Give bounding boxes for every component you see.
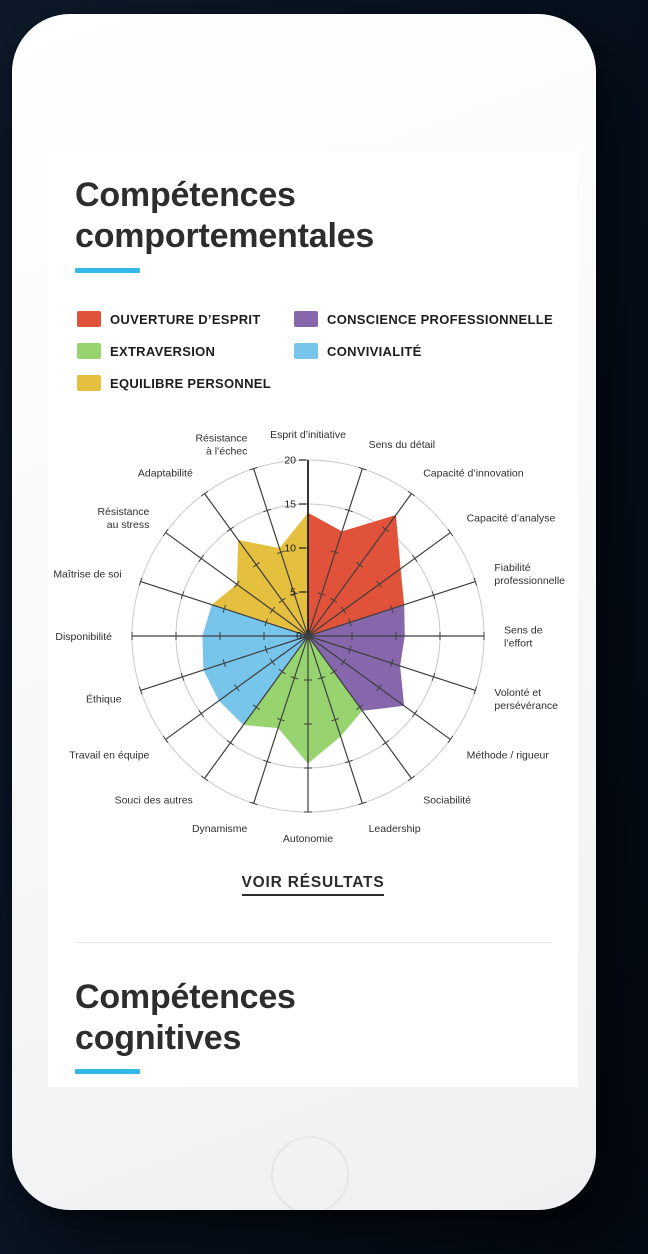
radar-axis-label: à l’échec — [205, 445, 248, 458]
spoke-tick — [201, 491, 207, 496]
legend-swatch-icon — [294, 343, 318, 359]
spoke-tick — [227, 740, 233, 745]
section-divider — [75, 942, 551, 943]
legend-item — [294, 311, 553, 327]
radar-chart-container — [48, 422, 578, 864]
spoke-tick — [227, 527, 233, 532]
spoke-tick — [163, 529, 168, 535]
radar-axis-label: Travail en équipe — [69, 749, 150, 762]
legend-label: CONVIVIALITÉ — [327, 343, 422, 359]
legend-swatch-icon — [77, 375, 101, 391]
radar-axis-label: Éthique — [85, 693, 122, 706]
phone-screen — [48, 151, 578, 1087]
radar-axis-label: Capacité d’analyse — [466, 512, 556, 525]
radar-axis-label: Sens de — [504, 624, 543, 637]
radar-axis-label: l’effort — [504, 637, 533, 650]
legend-label: CONSCIENCE PROFESSIONNELLE — [327, 311, 553, 327]
page-title-line1: Compétences — [75, 176, 296, 214]
legend — [77, 311, 567, 391]
scale-tick-label: 5 — [290, 586, 296, 599]
spoke-tick — [163, 736, 168, 742]
radar-axis-label: Leadership — [368, 823, 421, 836]
legend-label: EQUILIBRE PERSONNEL — [110, 375, 271, 391]
section-title-line1: Compétences — [75, 978, 296, 1016]
radar-axis-label: au stress — [106, 518, 150, 531]
radar-axis-label: Souci des autres — [114, 794, 193, 807]
legend-label: OUVERTURE D’ESPRIT — [110, 311, 261, 327]
home-button — [271, 1136, 349, 1214]
radar-axis-label: Méthode / rigueur — [466, 749, 549, 762]
radar-chart — [48, 422, 578, 864]
section-title-line2: cognitives — [75, 1019, 242, 1057]
voir-resultats-link[interactable]: VOIR RÉSULTATS — [242, 874, 385, 896]
legend-swatch-icon — [77, 311, 101, 327]
radar-axis-label: professionnelle — [494, 575, 566, 588]
radar-axis-label: Autonomie — [282, 833, 334, 845]
spoke-tick — [382, 740, 388, 745]
spoke-tick — [412, 555, 417, 561]
scale-tick-label: 15 — [284, 498, 296, 511]
spoke-tick — [412, 710, 417, 716]
legend-item — [77, 343, 294, 359]
results-link-wrap — [48, 874, 578, 896]
legend-item — [294, 343, 553, 359]
legend-item — [77, 311, 294, 327]
radar-axis-label: Capacité d’innovation — [423, 467, 524, 480]
legend-column-1 — [77, 311, 294, 391]
scale-tick-label: 0 — [296, 630, 302, 642]
radar-axis-label: Adaptabilité — [137, 467, 193, 480]
radar-axis-label: Fiabilité — [494, 562, 531, 575]
radar-axis-label: Esprit d’initiative — [270, 429, 346, 441]
section-title-cognitive — [75, 977, 296, 1059]
spoke-tick — [448, 736, 453, 742]
radar-axis-label: Résistance — [97, 505, 150, 518]
legend-column-2 — [294, 311, 553, 391]
accent-bar — [75, 268, 140, 273]
legend-label: EXTRAVERSION — [110, 343, 216, 359]
legend-swatch-icon — [77, 343, 101, 359]
page-title — [75, 175, 374, 257]
scale-tick-label: 10 — [284, 542, 296, 555]
radar-axis-label: Volonté et — [494, 686, 542, 699]
radar-axis-label: Résistance — [195, 432, 248, 445]
spoke-tick — [199, 710, 204, 716]
spoke-tick — [199, 555, 204, 561]
radar-axis-label: Dynamisme — [191, 823, 248, 836]
radar-axis-label: persévérance — [494, 699, 559, 712]
scale-tick-label: 20 — [284, 454, 296, 467]
radar-axis-label: Maîtrise de soi — [53, 568, 122, 581]
legend-swatch-icon — [294, 311, 318, 327]
spoke-tick — [408, 776, 414, 781]
accent-bar — [75, 1069, 140, 1074]
radar-axis-label: Disponibilité — [55, 631, 112, 643]
legend-item — [77, 375, 294, 391]
radar-axis-label: Sens du détail — [368, 438, 436, 451]
phone-frame — [12, 14, 596, 1210]
spoke-tick — [408, 491, 414, 496]
radar-axis-label: Sociabilité — [423, 794, 472, 807]
spoke-tick — [448, 529, 453, 535]
page-title-line2: comportementales — [75, 217, 375, 255]
spoke-tick — [201, 776, 207, 781]
